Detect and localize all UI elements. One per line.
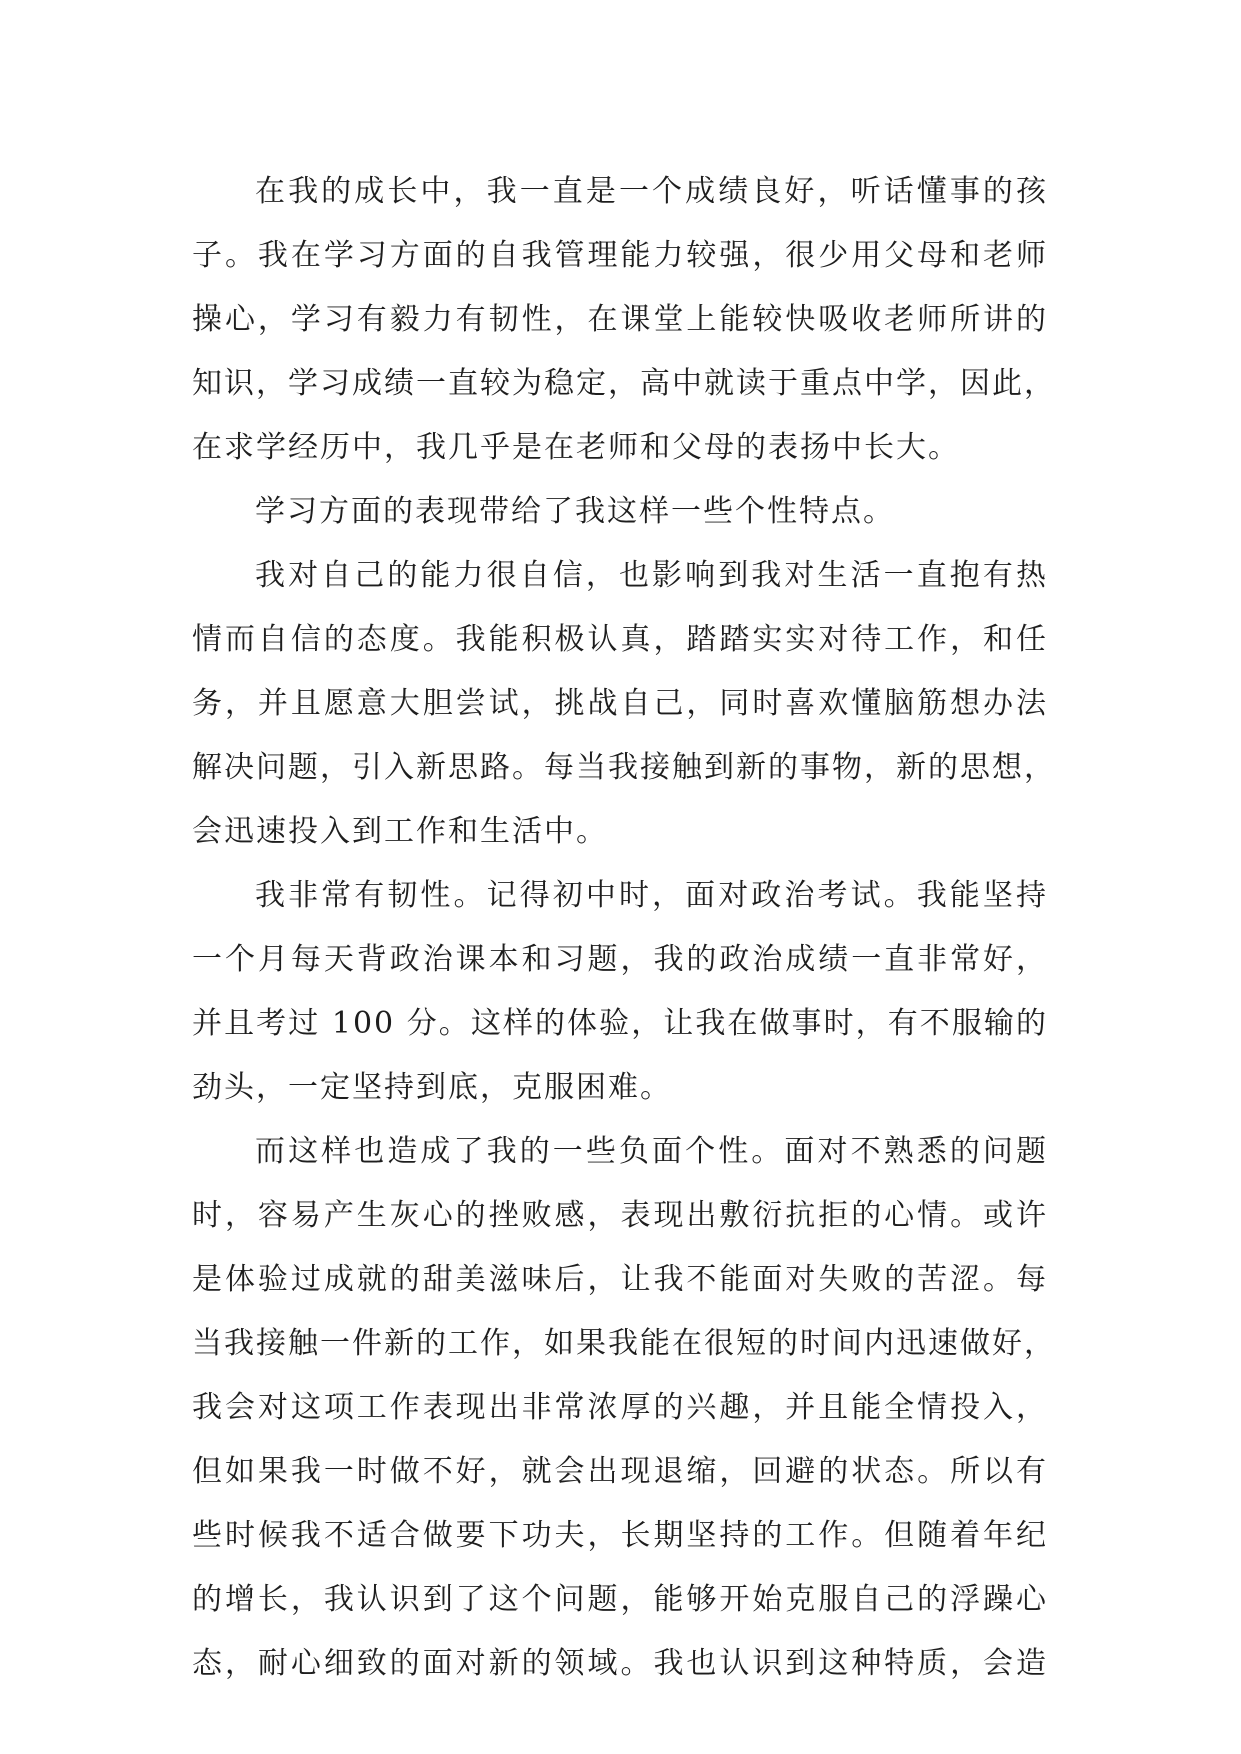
text-line: 一个月每天背政治课本和习题，我的政治成绩一直非常好， — [192, 942, 1048, 977]
text-line: 在我的成长中，我一直是一个成绩良好，听话懂事的孩 — [255, 174, 1048, 209]
text-line: 时，容易产生灰心的挫败感，表现出敷衍抗拒的心情。或许 — [192, 1198, 1048, 1233]
text-line: 劲头，一定坚持到底，克服困难。 — [192, 1070, 672, 1105]
text-line: 但如果我一时做不好，就会出现退缩，回避的状态。所以有 — [192, 1454, 1048, 1489]
text-line: 知识，学习成绩一直较为稳定，高中就读于重点中学，因此， — [192, 366, 1056, 401]
text-line: 当我接触一件新的工作，如果我能在很短的时间内迅速做好， — [192, 1326, 1056, 1361]
text-line: 而这样也造成了我的一些负面个性。面对不熟悉的问题 — [255, 1134, 1048, 1169]
text-line: 情而自信的态度。我能积极认真，踏踏实实对待工作，和任 — [192, 622, 1048, 657]
text-line: 我非常有韧性。记得初中时，面对政治考试。我能坚持 — [255, 878, 1048, 913]
text-line: 是体验过成就的甜美滋味后，让我不能面对失败的苦涩。每 — [192, 1262, 1048, 1297]
text-line: 我会对这项工作表现出非常浓厚的兴趣，并且能全情投入， — [192, 1390, 1048, 1425]
text-line: 的增长，我认识到了这个问题，能够开始克服自己的浮躁心 — [192, 1582, 1048, 1617]
text-line: 并且考过 100 分。这样的体验，让我在做事时，有不服输的 — [192, 1006, 1048, 1041]
text-line: 操心，学习有毅力有韧性，在课堂上能较快吸收老师所讲的 — [192, 302, 1048, 337]
text-line: 解决问题，引入新思路。每当我接触到新的事物，新的思想， — [192, 750, 1056, 785]
text-line: 会迅速投入到工作和生活中。 — [192, 814, 608, 849]
text-line: 些时候我不适合做要下功夫，长期坚持的工作。但随着年纪 — [192, 1518, 1048, 1553]
text-line: 态，耐心细致的面对新的领域。我也认识到这种特质，会造 — [192, 1646, 1048, 1681]
text-line: 务，并且愿意大胆尝试，挑战自己，同时喜欢懂脑筋想办法 — [192, 686, 1048, 721]
text-line: 在求学经历中，我几乎是在老师和父母的表扬中长大。 — [192, 430, 960, 465]
document-body — [192, 160, 1056, 1696]
text-line: 我对自己的能力很自信，也影响到我对生活一直抱有热 — [255, 558, 1048, 593]
text-line: 子。我在学习方面的自我管理能力较强，很少用父母和老师 — [192, 238, 1048, 273]
text-line: 学习方面的表现带给了我这样一些个性特点。 — [255, 494, 895, 529]
